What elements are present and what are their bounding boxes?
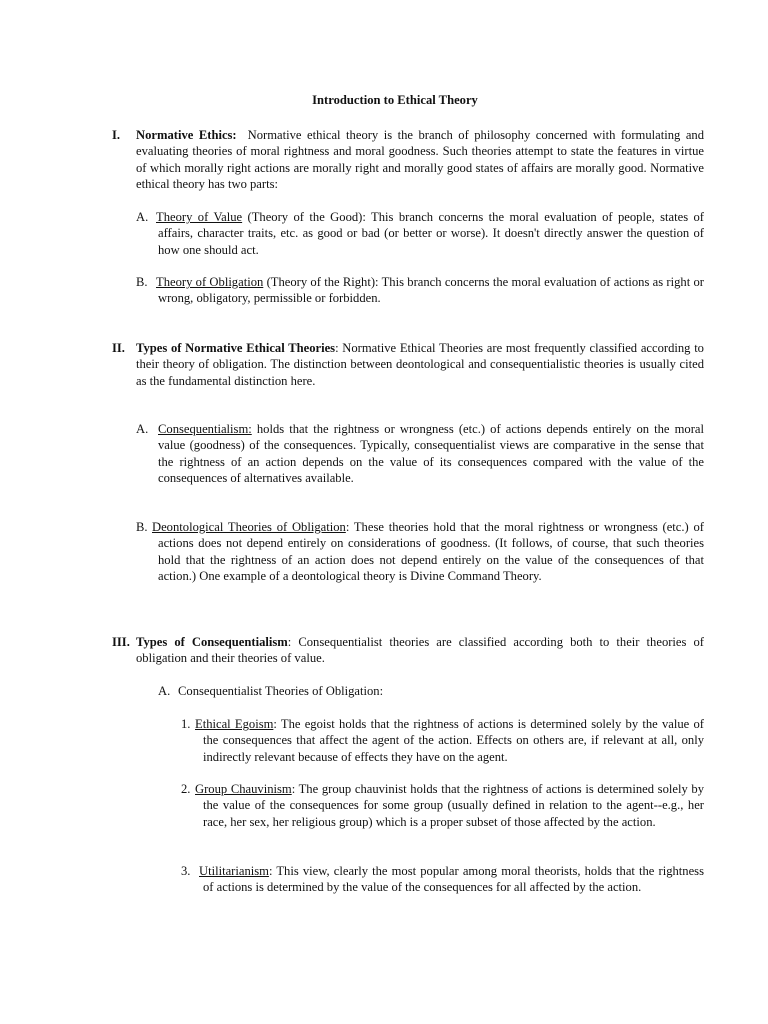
section-numeral: III. [112, 635, 130, 649]
item-letter: B. [136, 520, 148, 534]
section-text: : Consequentialist theories are classified according both to their theories of obligation and their theories of value. [136, 635, 704, 666]
list-item-group-chauvinism [195, 781, 704, 830]
section-numeral: II. [112, 341, 125, 355]
item-text: holds that the rightness or wrongness (etc.) of actions depends entirely on the moral value (goodness) of the consequences. Typically, consequentialist views are comparative in the sense that the rightness of an action depends on the value of its consequences compared with the value of the consequences of alternatives available. [158, 422, 704, 485]
list-item-ethical-egoism [195, 716, 704, 765]
item-term: Theory of Obligation [156, 275, 264, 289]
section-normative-ethics [136, 127, 704, 192]
item-letter: A. [136, 210, 149, 224]
item-consequentialism [158, 421, 704, 486]
section-types-of-consequentialism [136, 634, 704, 667]
item-term: Utilitarianism [199, 864, 269, 878]
item-text: (Theory of the Good): This branch concerns the moral evaluation of people, states of affairs, character traits, etc. as good or bad (or better or worse). It doesn't directly answer the question of how one should act. [158, 210, 704, 257]
item-letter: A. [136, 422, 149, 436]
section-heading: Types of Normative Ethical Theories [136, 341, 336, 355]
section-text: Normative ethical theory is the branch of philosophy concerned with formulating and evaluating theories of moral rightness and moral goodness. Such theories attempt to state the features in virtue of which morally right actions are morally right and morally good states of affairs are morally good. Normative ethical theory has two parts: [136, 128, 705, 191]
list-number: 2. [181, 782, 191, 796]
item-text: : The egoist holds that the rightness of actions is determined solely by the value of the consequences that affect the agent of the action. Effects on others are, if relevant at all, only indirectly relevant because of effects they have on the agent. [203, 717, 704, 764]
item-term: Consequentialism: [158, 422, 252, 436]
item-letter: B. [136, 275, 148, 289]
item-term: Deontological Theories of Obligation [152, 520, 346, 534]
item-text: (Theory of the Right): This branch concerns the moral evaluation of actions as right or wrong, obligatory, permissible or forbidden. [158, 275, 704, 306]
item-theory-of-value [158, 209, 704, 258]
list-number: 1. [181, 717, 191, 731]
sub-letter: A. [158, 684, 171, 698]
section-heading: Normative Ethics: [136, 128, 237, 142]
item-deontological-theories [152, 519, 704, 584]
section-text: : Normative Ethical Theories are most frequently classified according to their theory of obligation. The distinction between deontological and consequentialistic theories is usually cited as the fundamental distinction here. [136, 341, 704, 388]
item-text: : These theories hold that the moral rightness or wrongness (etc.) of actions does not depend entirely on considerations of goodness. (It follows, of course, that such theories hold that the rightness of an action does not depend entirely on the value of the consequences of that action.) One example of a deontological theory is Divine Command Theory. [158, 520, 704, 583]
document-title: Introduction to Ethical Theory [312, 93, 478, 107]
sub-heading: Consequentialist Theories of Obligation: [178, 684, 384, 698]
section-types-of-normative-theories [136, 340, 704, 389]
item-text: : This view, clearly the most popular among moral theorists, holds that the rightness of actions is determined by the value of the consequences for all affected by the action. [203, 864, 704, 895]
list-item-utilitarianism [199, 863, 704, 896]
item-theory-of-obligation [158, 274, 704, 307]
item-term: Group Chauvinism [195, 782, 292, 796]
section-numeral: I. [112, 128, 121, 142]
item-term: Theory of Value [156, 210, 243, 224]
section-heading: Types of Consequentialism [136, 635, 288, 649]
item-term: Ethical Egoism [195, 717, 274, 731]
item-text: : The group chauvinist holds that the rightness of actions is determined solely by the value of the consequences for some group (usually defined in relation to the agent--e.g., her race, her sex, her religious group) which is a proper subset of those affected by the action. [203, 782, 704, 829]
list-number: 3. [181, 864, 191, 878]
